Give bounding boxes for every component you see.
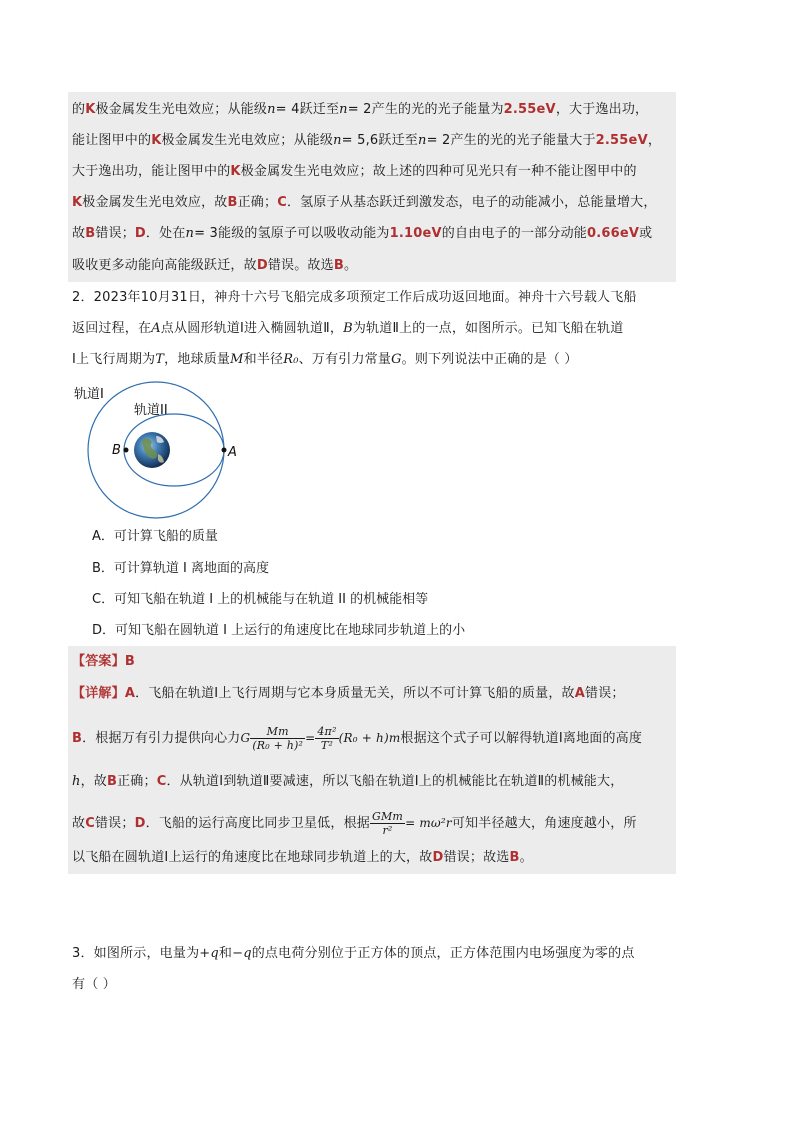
text: 有（ ）: [72, 977, 116, 992]
text: 极金属发生光电效应；从能级: [95, 102, 268, 117]
text: C: [85, 816, 95, 831]
text: GMm: [371, 810, 404, 823]
text: 到轨道: [223, 774, 263, 789]
prev-solution-line-1: [72, 100, 676, 120]
text: = 2产生的光的光子能量大于: [426, 133, 596, 148]
text: 【详解】: [72, 686, 125, 701]
text: B: [85, 226, 96, 241]
q2-detail-line-5: [72, 848, 676, 868]
text: 0.66eV: [586, 226, 640, 241]
q2-answer: [72, 652, 676, 672]
text: Ⅱ: [537, 774, 545, 789]
point-b-label: B: [112, 443, 121, 458]
text: 4π²: [317, 725, 337, 738]
text: 离地面的高度: [562, 731, 643, 746]
q3-stem-line-1: [72, 944, 676, 964]
prev-solution-line-4: [72, 193, 676, 213]
text: K: [230, 164, 241, 179]
text: (R₀ + h)²: [252, 739, 304, 752]
text: 的: [72, 102, 86, 117]
text: n: [267, 102, 276, 117]
text: R₀: [283, 352, 299, 367]
text: T: [155, 352, 165, 367]
text: 的点电荷分别位于正方体的顶点，正方体范围内电场强度为零的点: [251, 946, 635, 961]
q2-detail-line-4: [72, 808, 676, 838]
text: 上飞行周期与它本身质量无关，所以不可计算飞船的质量，故: [218, 686, 575, 701]
text: = 3能级的氢原子可以吸收动能为: [194, 226, 390, 241]
text: 吸收更多动能向高能级跃迁，故: [72, 258, 257, 273]
text: 和: [218, 946, 233, 961]
prev-solution-line-6: [72, 256, 676, 276]
q2-detail-line-2: [72, 718, 676, 758]
point-b-dot: [124, 448, 129, 453]
text: G: [391, 352, 402, 367]
text: Ⅱ: [392, 321, 400, 336]
q2-stem-line-2: [72, 319, 676, 339]
orbit-diagram: [70, 380, 250, 520]
prev-solution-block: [68, 92, 676, 282]
point-a-label: A: [228, 445, 237, 460]
text: 和半径: [243, 352, 284, 367]
formula-fraction-1: [250, 725, 305, 752]
text: 2.55eV: [503, 102, 556, 117]
formula-fraction-3: [370, 810, 405, 837]
text: B: [227, 195, 238, 210]
text: D: [134, 226, 146, 241]
formula-rhs-2: = mω²r: [405, 816, 452, 830]
text: 进入椭圆轨道: [244, 321, 324, 336]
q3-stem-line-2: [72, 975, 676, 995]
prev-solution-line-2: [72, 131, 676, 151]
text: 3．如图所示，电量为: [72, 946, 200, 961]
text: 故: [72, 816, 86, 831]
text: n: [417, 133, 427, 148]
text: 上的机械能比在轨道: [418, 774, 538, 789]
text: B: [333, 258, 344, 273]
text: 的自由电子的一部分动能: [441, 226, 587, 241]
text: B: [343, 321, 353, 336]
text: 的机械能大，: [544, 774, 624, 789]
text: 、万有引力常量: [298, 352, 392, 367]
orbit-1-label: 轨道I: [74, 387, 104, 402]
text: Ⅰ: [219, 774, 224, 789]
text: 错误；故选: [443, 850, 510, 865]
text: ．根据万有引力提供向心力: [82, 731, 241, 746]
q2-option-b: B．可计算轨道 I 离地面的高度: [92, 561, 270, 576]
text: 或: [639, 226, 653, 241]
text: ．飞船的运行高度比同步卫星低，根据: [145, 816, 370, 831]
text: Ⅱ: [323, 321, 330, 336]
text: +q: [199, 946, 219, 961]
q2-option-d: D．可知飞船在圆轨道 I 上运行的角速度比在地球同步轨道上的小: [92, 623, 466, 638]
q2-stem-line-3: [72, 350, 676, 370]
text: 错误；: [95, 226, 135, 241]
text: ．飞船在轨道: [135, 686, 215, 701]
text: D: [432, 850, 444, 865]
text: 。: [343, 258, 358, 273]
text: ．氢原子从基态跃迁到激发态，电子的动能减小，总能量增大，: [286, 195, 657, 210]
text: 。则下列说法中正确的是（ ）: [401, 352, 578, 367]
text: 点从圆形轨道: [160, 321, 240, 336]
q2-option-a: A．可计算飞船的质量: [92, 529, 218, 544]
text: 故: [72, 226, 86, 241]
formula-rhs: (R₀ + h)m: [338, 731, 401, 745]
q2-solution-block: [68, 646, 676, 874]
text: A: [124, 686, 136, 701]
text: ，: [329, 321, 344, 336]
text: n: [185, 226, 195, 241]
text: h: [72, 774, 81, 789]
text: 正确；: [117, 774, 157, 789]
text: B: [124, 654, 135, 669]
point-a-dot: [222, 448, 227, 453]
earth-icon: [134, 432, 170, 468]
text: T²: [320, 739, 334, 752]
text: A: [151, 321, 161, 336]
text: A: [574, 686, 585, 701]
text: −q: [232, 946, 252, 961]
orbit-2-label: 轨道II: [134, 403, 168, 418]
text: 。: [519, 850, 533, 865]
text: K: [72, 195, 83, 210]
text: C: [156, 774, 167, 789]
text: 错误；: [94, 816, 135, 831]
text: ，故: [80, 774, 107, 789]
text: = 5,6跃迁至: [341, 133, 418, 148]
text: r²: [382, 824, 393, 837]
q2-detail-line-3: [72, 772, 676, 792]
text: ．从轨道: [166, 774, 220, 789]
text: 可知半径越大，角速度越小，所: [451, 816, 637, 831]
text: B: [72, 731, 83, 746]
text: 错误。故选: [267, 258, 334, 273]
text: ，地球质量: [164, 352, 231, 367]
text: Ⅰ: [72, 352, 77, 367]
text: 返回过程，在: [72, 321, 152, 336]
text: 正确；: [237, 195, 278, 210]
text: 上的一点，如图所示。已知飞船在轨道: [399, 321, 624, 336]
text: Ⅰ: [164, 850, 169, 865]
text: K: [85, 102, 96, 117]
text: ．处在: [145, 226, 186, 241]
text: 为轨道: [352, 321, 393, 336]
text: K: [151, 133, 162, 148]
text: 上运行的角速度比在地球同步轨道上的大，故: [168, 850, 433, 865]
prev-solution-line-5: [72, 224, 676, 244]
text: Ⅰ: [414, 774, 419, 789]
text: ，大于逸出功，: [555, 102, 649, 117]
text: D: [134, 816, 146, 831]
text: 极金属发生光电效应；故上述的四种可见光只有一种不能让图甲中的: [240, 164, 637, 179]
q2-detail-line-1: [72, 684, 676, 704]
text: B: [106, 774, 118, 789]
text: = 4跃迁至: [275, 102, 340, 117]
formula-equals: =: [305, 731, 316, 745]
text: Ⅰ: [558, 731, 563, 746]
text: 极金属发生光电效应，故: [82, 195, 228, 210]
text: 上飞行周期为: [76, 352, 156, 367]
text: Ⅱ: [262, 774, 270, 789]
text: 【答案】: [72, 654, 125, 669]
text: Ⅰ: [240, 321, 245, 336]
text: 以飞船在圆轨道: [72, 850, 165, 865]
text: 能让图甲中的: [72, 133, 152, 148]
text: D: [256, 258, 268, 273]
text: ，: [647, 133, 662, 148]
text: C: [277, 195, 287, 210]
text: 2．2023年10月31日，神舟十六号飞船完成多项预定工作后成功返回地面。神舟十六号载人飞船: [72, 290, 637, 305]
text: B: [509, 850, 520, 865]
text: Mm: [250, 725, 305, 739]
q2-option-c: C．可知飞船在轨道 I 上的机械能与在轨道 II 的机械能相等: [92, 592, 429, 607]
text: 2.55eV: [595, 133, 648, 148]
text: = 2产生的光的光子能量为: [347, 102, 504, 117]
q2-stem-line-1: [72, 288, 676, 308]
text: 错误；: [585, 686, 625, 701]
text: M: [230, 352, 244, 367]
text: 根据这个式子可以解得轨道: [400, 731, 559, 746]
prev-solution-line-3: [72, 162, 676, 182]
text: n: [339, 102, 348, 117]
text: 极金属发生光电效应；从能级: [161, 133, 334, 148]
formula-fraction-2: [315, 725, 338, 752]
text: 1.10eV: [389, 226, 442, 241]
formula-g: G: [240, 731, 251, 745]
text: Ⅰ: [214, 686, 219, 701]
text: 要减速，所以飞船在轨道: [269, 774, 415, 789]
text: 大于逸出功，能让图甲中的: [72, 164, 231, 179]
text: n: [333, 133, 342, 148]
